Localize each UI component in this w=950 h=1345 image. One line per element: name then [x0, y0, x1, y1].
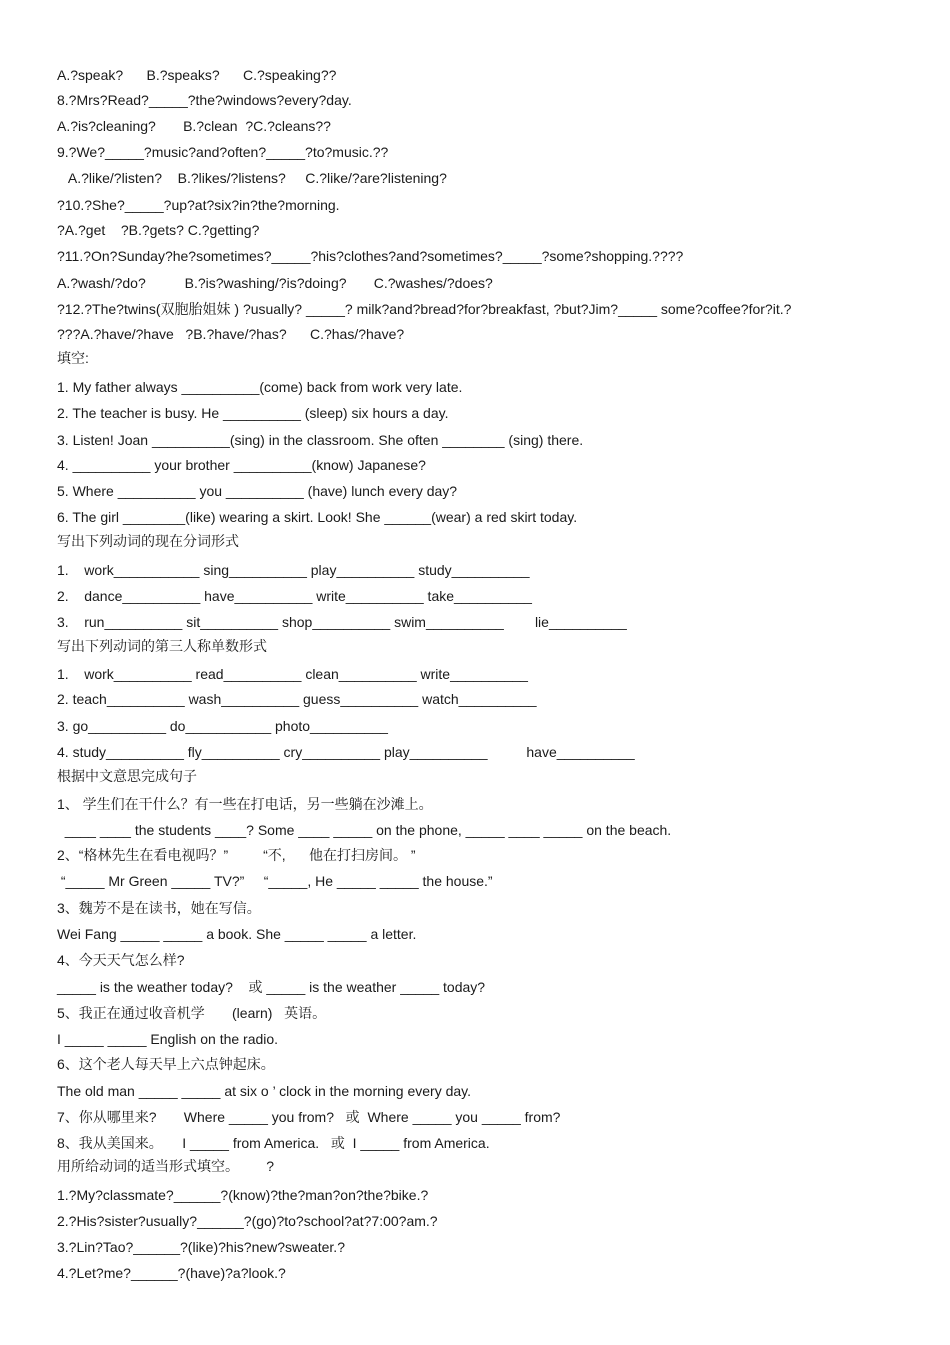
- section-heading: 写出下列动词的第三人称单数形式: [57, 638, 267, 654]
- text-line: Wei Fang _____ _____ a book. She _____ _____ a letter.: [57, 926, 417, 942]
- text-line: I _____ _____ English on the radio.: [57, 1031, 279, 1047]
- text-line: 1、 学生们在干什么？有一些在打电话，另一些躺在沙滩上。: [57, 796, 433, 812]
- text-line: 4、今天天气怎么样?: [57, 952, 185, 968]
- text-line: 5. Where __________ you __________ (have) lunch every day?: [57, 483, 458, 499]
- text-line: 2. The teacher is busy. He __________ (sleep) six hours a day.: [57, 405, 449, 421]
- section-heading: 写出下列动词的现在分词形式: [57, 533, 239, 549]
- text-line: 4. study__________ fly__________ cry__________ play__________ have__________: [57, 744, 635, 760]
- text-line: ?11.?On?Sunday?he?sometimes?_____?his?clothes?and?sometimes?_____?some?shopping.????: [57, 248, 684, 264]
- text-line: 7、你从哪里来? Where _____ you from? 或 Where _____ you _____ from?: [57, 1109, 561, 1125]
- text-line: 2. teach__________ wash__________ guess__________ watch__________: [57, 691, 537, 707]
- text-line: 9.?We?_____?music?and?often?_____?to?music.??: [57, 144, 389, 160]
- section-heading: 填空:: [57, 350, 89, 366]
- text-line: A.?wash/?do? B.?is?washing/?is?doing? C.?washes/?does?: [57, 275, 493, 291]
- text-line: ?10.?She?_____?up?at?six?in?the?morning.: [57, 197, 340, 213]
- text-line: 2.?His?sister?usually?______?(go)?to?school?at?7:00?am.?: [57, 1213, 438, 1229]
- section-heading: 根据中文意思完成句子: [57, 768, 197, 784]
- text-line: 3、魏芳不是在读书，她在写信。: [57, 900, 261, 916]
- text-line: A.?like/?listen? B.?likes/?listens? C.?like/?are?listening?: [57, 170, 447, 186]
- text-line: 2. dance__________ have__________ write__________ take__________: [57, 588, 532, 604]
- text-line: 6、这个老人每天早上六点钟起床。: [57, 1056, 275, 1072]
- text-line: 8.?Mrs?Read?_____?the?windows?every?day.: [57, 92, 352, 108]
- text-line: 4.?Let?me?______?(have)?a?look.?: [57, 1265, 286, 1281]
- text-line: ?12.?The?twins(双胞胎姐妹 ) ?usually? _____? milk?and?bread?for?breakfast, ?but?Jim?_____ some?coffee?for?it.?: [57, 301, 792, 317]
- text-line: 1. work__________ read__________ clean__________ write__________: [57, 666, 528, 682]
- text-line: A.?speak? B.?speaks? C.?speaking??: [57, 67, 337, 83]
- text-line: 3. Listen! Joan __________(sing) in the classroom. She often ________ (sing) there.: [57, 432, 584, 448]
- text-line: 6. The girl ________(like) wearing a skirt. Look! She ______(wear) a red skirt today.: [57, 509, 578, 525]
- text-line: 1.?My?classmate?______?(know)?the?man?on?the?bike.?: [57, 1187, 429, 1203]
- text-line: 1. My father always __________(come) back from work very late.: [57, 379, 463, 395]
- text-line: 1. work___________ sing__________ play__________ study__________: [57, 562, 530, 578]
- text-line: 3. go__________ do___________ photo__________: [57, 718, 388, 734]
- text-line: The old man _____ _____ at six o ’ clock in the morning every day.: [57, 1083, 472, 1099]
- text-line: 4. __________ your brother __________(know) Japanese?: [57, 457, 426, 473]
- section-heading: 用所给动词的适当形式填空。 ?: [57, 1158, 275, 1174]
- text-line: _____ is the weather today? 或 _____ is the weather _____ today?: [57, 979, 486, 995]
- text-line: 3. run__________ sit__________ shop__________ swim__________ lie__________: [57, 614, 627, 630]
- text-line: ???A.?have/?have ?B.?have/?has? C.?has/?have?: [57, 326, 405, 342]
- text-line: ____ ____ the students ____? Some ____ _____ on the phone, _____ ____ _____ on the beach.: [57, 822, 672, 838]
- text-line: 5、我正在通过收音机学 (learn) 英语。: [57, 1005, 327, 1021]
- text-line: A.?is?cleaning? B.?clean ?C.?cleans??: [57, 118, 331, 134]
- text-line: 2、“格林先生在看电视吗？” “不, 他在打扫房间。 ”: [57, 847, 416, 863]
- text-line: “_____ Mr Green _____ TV?” “_____, He _____ _____ the house.”: [57, 873, 493, 889]
- text-line: 3.?Lin?Tao?______?(like)?his?new?sweater.?: [57, 1239, 345, 1255]
- text-line: 8、我从美国来。 I _____ from America. 或 I _____ from America.: [57, 1135, 490, 1151]
- text-line: ?A.?get ?B.?gets? C.?getting?: [57, 222, 260, 238]
